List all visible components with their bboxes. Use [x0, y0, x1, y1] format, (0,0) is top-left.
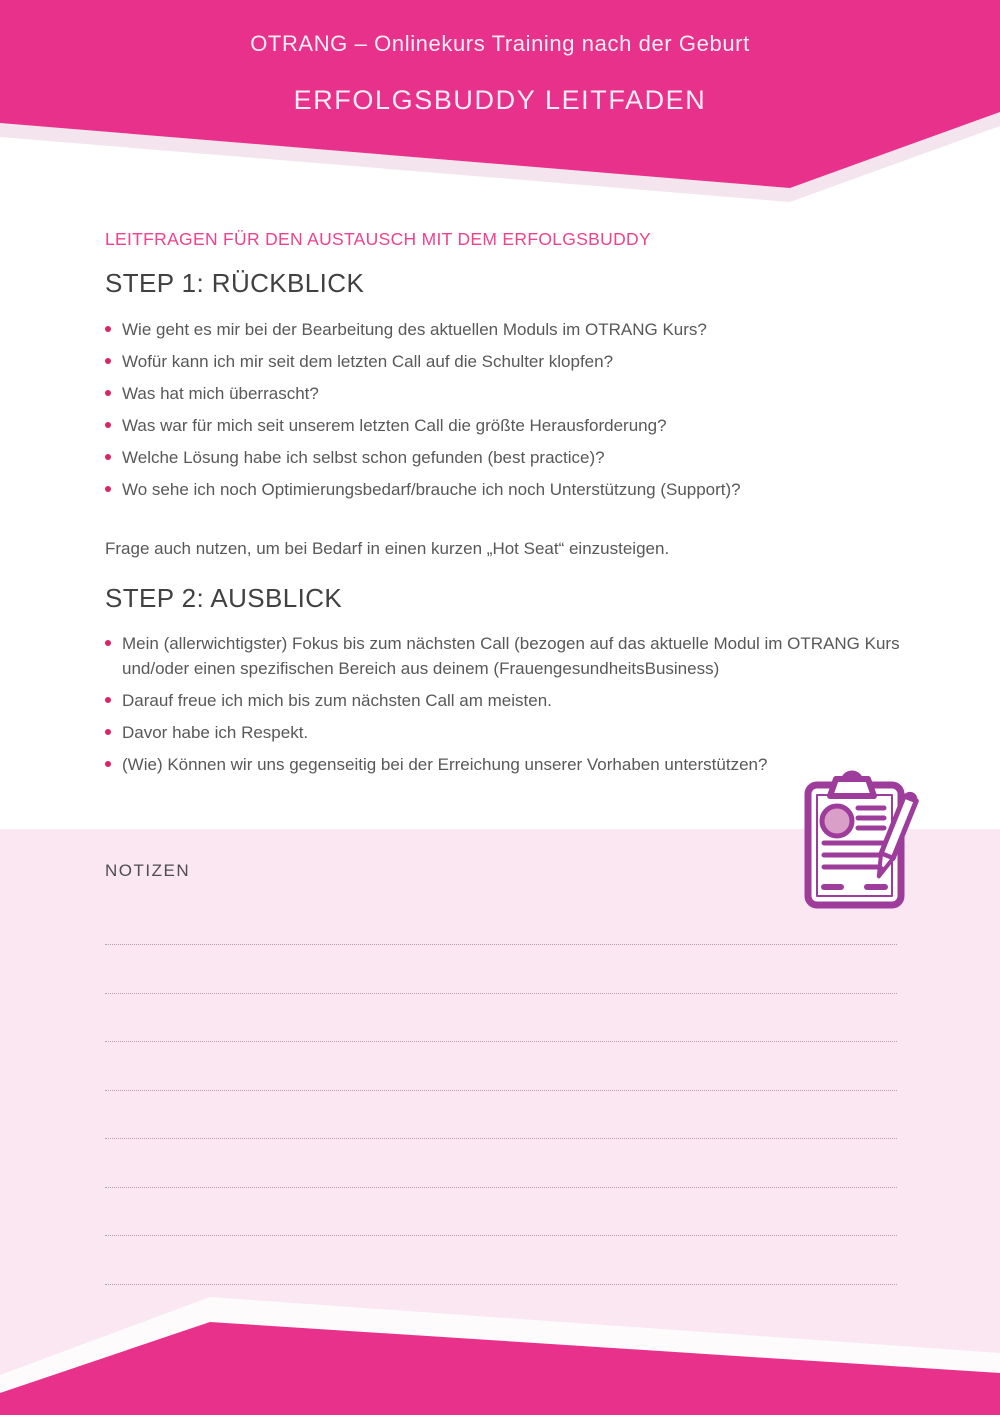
question-text: Wo sehe ich noch Optimierungsbedarf/brauche ich noch Unterstützung (Support)? [122, 480, 741, 499]
step2-heading: STEP 2: AUSBLICK [105, 583, 343, 613]
hot-seat-note: Frage auch nutzen, um bei Bedarf in einen kurzen „Hot Seat“ einzusteigen. [105, 539, 670, 558]
notes-writing-line [105, 1042, 897, 1091]
question-item [105, 413, 900, 438]
bullet-dot-icon [105, 390, 111, 396]
question-text: Darauf freue ich mich bis zum nächsten Call am meisten. [122, 691, 552, 710]
bullet-dot-icon [105, 697, 111, 703]
question-text: Davor habe ich Respekt. [122, 723, 309, 742]
notes-writing-line [105, 945, 897, 994]
notes-writing-line [105, 1091, 897, 1140]
question-item [105, 381, 900, 406]
notes-writing-line [105, 1188, 897, 1237]
course-kicker: OTRANG – Onlinekurs Training nach der Geburt [250, 31, 750, 56]
section-heading: LEITFRAGEN FÜR DEN AUSTAUSCH MIT DEM ERFOLGSBUDDY [105, 229, 651, 249]
notes-heading: NOTIZEN [105, 861, 191, 880]
question-text: Wofür kann ich mir seit dem letzten Call auf die Schulter klopfen? [122, 352, 614, 371]
notes-writing-line [105, 1236, 897, 1285]
question-text: Mein (allerwichtigster) Fokus bis zum nächsten Call (bezogen auf das aktuelle Modul im OTRANG Kurs und/oder einen spezifischen Bereich aus deinem (FrauengesundheitsBusiness) [122, 634, 900, 678]
notes-writing-lines [105, 897, 897, 1285]
clipboard-pen-icon [795, 765, 930, 920]
page-title: ERFOLGSBUDDY LEITFADEN [293, 85, 707, 115]
question-text: Was war für mich seit unserem letzten Call die größte Herausforderung? [122, 416, 667, 435]
question-item [105, 445, 900, 470]
bullet-dot-icon [105, 454, 111, 460]
question-item [105, 631, 900, 681]
question-item [105, 317, 900, 342]
bullet-dot-icon [105, 326, 111, 332]
bullet-dot-icon [105, 761, 111, 767]
bullet-dot-icon [105, 729, 111, 735]
bullet-dot-icon [105, 422, 111, 428]
question-text: Welche Lösung habe ich selbst schon gefunden (best practice)? [122, 448, 605, 467]
notes-writing-line [105, 1139, 897, 1188]
question-item [105, 752, 900, 777]
notes-writing-line [105, 897, 897, 946]
step1-question-list [105, 317, 900, 509]
step1-heading: STEP 1: RÜCKBLICK [105, 268, 365, 298]
notes-writing-line [105, 994, 897, 1043]
bullet-dot-icon [105, 486, 111, 492]
question-text: Wie geht es mir bei der Bearbeitung des aktuellen Moduls im OTRANG Kurs? [122, 320, 707, 339]
question-text: Was hat mich überrascht? [122, 384, 319, 403]
question-item [105, 688, 900, 713]
question-text: (Wie) Können wir uns gegenseitig bei der Erreichung unserer Vorhaben unterstützen? [122, 755, 768, 774]
question-item [105, 720, 900, 745]
question-item [105, 349, 900, 374]
footer-banner-shape [0, 1280, 1000, 1415]
question-item [105, 477, 900, 502]
bullet-dot-icon [105, 640, 111, 646]
bullet-dot-icon [105, 358, 111, 364]
step2-question-list [105, 631, 900, 784]
